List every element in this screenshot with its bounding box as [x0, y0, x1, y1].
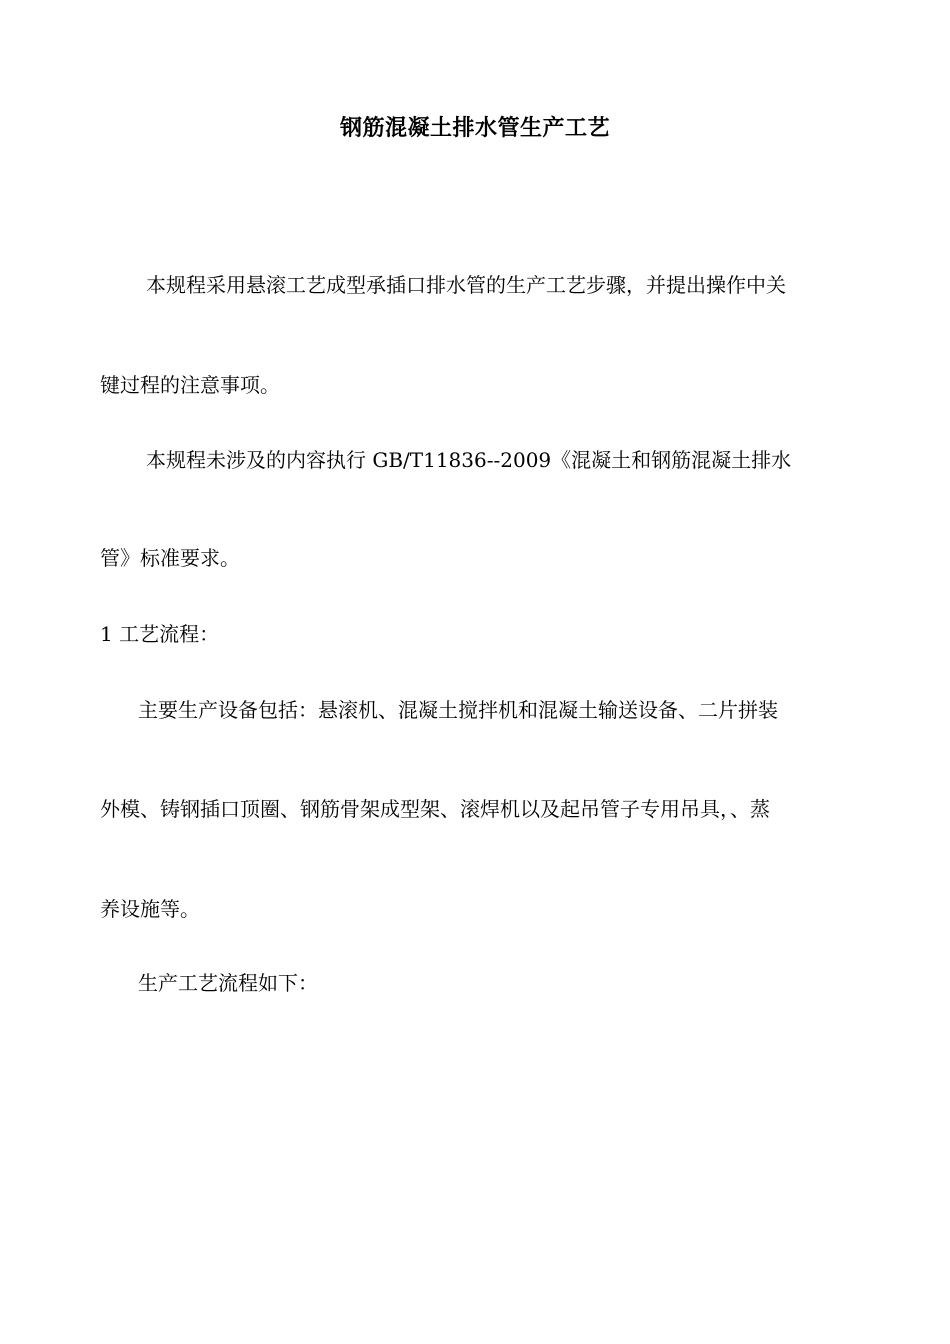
paragraph-line: 本规程采用悬滚工艺成型承插口排水管的生产工艺步骤，并提出操作中关: [146, 273, 786, 297]
paragraph-line: 养设施等。: [100, 897, 200, 921]
paragraph-line: 生产工艺流程如下：: [138, 971, 318, 995]
paragraph-line: 外模、铸钢插口顶圈、钢筋骨架成型架、滚焊机以及起吊管子专用吊具，、蒸: [100, 797, 770, 821]
section-heading: 1 工艺流程：: [100, 622, 220, 646]
paragraph-line: 本规程未涉及的内容执行 GB/T11836--2009《混凝土和钢筋混凝土排水: [146, 448, 792, 472]
document-title: 钢筋混凝土排水管生产工艺: [339, 116, 610, 141]
paragraph-line: 键过程的注意事项。: [100, 373, 280, 397]
paragraph-line: 管》标准要求。: [100, 546, 240, 570]
paragraph-line: 主要生产设备包括：悬滚机、混凝土搅拌机和混凝土输送设备、二片拼装: [138, 698, 778, 722]
